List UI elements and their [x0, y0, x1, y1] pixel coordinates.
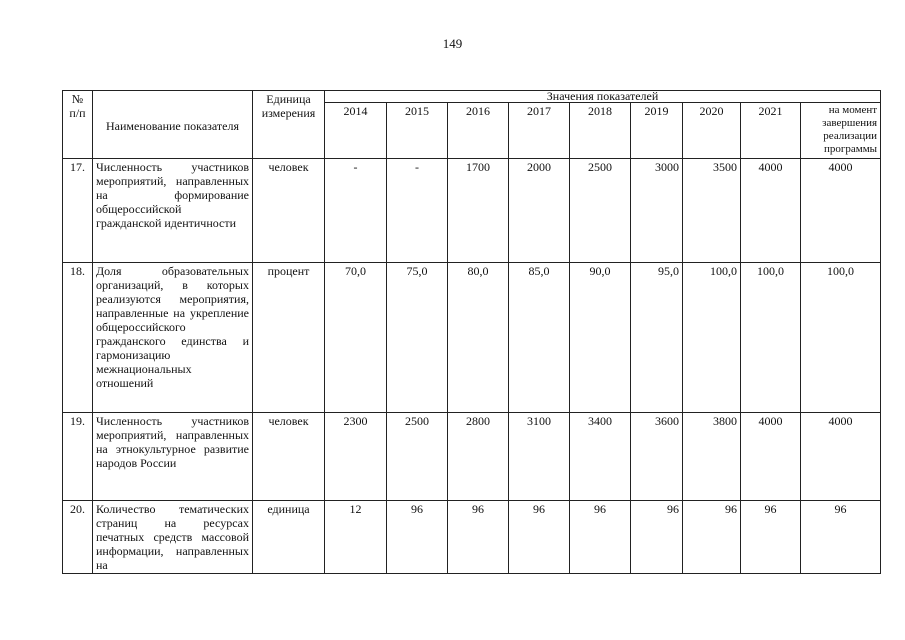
row-value-2015: - — [387, 159, 448, 263]
row-value-2016: 1700 — [448, 159, 509, 263]
row-value-2017: 2000 — [509, 159, 570, 263]
row-value-2016: 96 — [448, 501, 509, 574]
row-unit: процент — [253, 263, 325, 413]
row-value-2019: 95,0 — [631, 263, 683, 413]
table-row — [63, 501, 881, 574]
year-2021: 2021 — [741, 103, 801, 159]
page-number: 149 — [442, 36, 463, 51]
year-2016: 2016 — [448, 103, 509, 159]
row-value-2018: 2500 — [570, 159, 631, 263]
row-num: 19. — [63, 413, 93, 501]
row-value-2017: 3100 — [509, 413, 570, 501]
header-num: № п/п — [63, 91, 93, 159]
row-value-2021: 4000 — [741, 159, 801, 263]
row-num: 20. — [63, 501, 93, 574]
row-unit: человек — [253, 159, 325, 263]
row-name: Доля образовательных организаций, в которых реализуются мероприятия, направленные на укрепление общероссийского гражданского единства и гармонизацию межнациональных отношений — [93, 263, 253, 413]
year-2018: 2018 — [570, 103, 631, 159]
row-value-2015: 96 — [387, 501, 448, 574]
row-value-2014: 12 — [325, 501, 387, 574]
table-row — [63, 263, 881, 413]
row-value-2020: 3500 — [683, 159, 741, 263]
row-num: 18. — [63, 263, 93, 413]
row-value-final: 96 — [801, 501, 881, 574]
row-value-2015: 75,0 — [387, 263, 448, 413]
row-value-2019: 96 — [631, 501, 683, 574]
row-value-2016: 2800 — [448, 413, 509, 501]
row-value-final: 4000 — [801, 159, 881, 263]
row-value-2019: 3600 — [631, 413, 683, 501]
row-value-2015: 2500 — [387, 413, 448, 501]
header-row-top — [63, 91, 881, 103]
row-value-2017: 85,0 — [509, 263, 570, 413]
row-value-2021: 4000 — [741, 413, 801, 501]
row-value-2018: 96 — [570, 501, 631, 574]
table-row — [63, 159, 881, 263]
row-name: Количество тематических страниц на ресурсах печатных средств массовой информации, направленных на — [93, 501, 253, 574]
row-name: Численность участников мероприятий, направленных на формирование общероссийской гражданской идентичности — [93, 159, 253, 263]
header-name: Наименование показателя — [93, 91, 253, 159]
row-value-2020: 100,0 — [683, 263, 741, 413]
row-value-2018: 3400 — [570, 413, 631, 501]
row-unit: единица — [253, 501, 325, 574]
row-value-2016: 80,0 — [448, 263, 509, 413]
year-2020: 2020 — [683, 103, 741, 159]
row-value-2021: 96 — [741, 501, 801, 574]
row-name: Численность участников мероприятий, направленных на этнокультурное развитие народов России — [93, 413, 253, 501]
year-2014: 2014 — [325, 103, 387, 159]
row-value-2014: 70,0 — [325, 263, 387, 413]
table-row — [63, 413, 881, 501]
year-2019: 2019 — [631, 103, 683, 159]
row-value-2020: 96 — [683, 501, 741, 574]
header-unit: Единица измерения — [253, 91, 325, 159]
row-unit: человек — [253, 413, 325, 501]
row-value-final: 100,0 — [801, 263, 881, 413]
header-final: на момент завершения реализации программы — [801, 103, 881, 159]
header-values: Значения показателей — [325, 91, 881, 103]
row-value-2019: 3000 — [631, 159, 683, 263]
row-value-2014: - — [325, 159, 387, 263]
row-value-2014: 2300 — [325, 413, 387, 501]
row-value-2017: 96 — [509, 501, 570, 574]
indicators-table — [62, 90, 881, 574]
year-2017: 2017 — [509, 103, 570, 159]
row-num: 17. — [63, 159, 93, 263]
row-value-2018: 90,0 — [570, 263, 631, 413]
row-value-2020: 3800 — [683, 413, 741, 501]
row-value-final: 4000 — [801, 413, 881, 501]
row-value-2021: 100,0 — [741, 263, 801, 413]
year-2015: 2015 — [387, 103, 448, 159]
